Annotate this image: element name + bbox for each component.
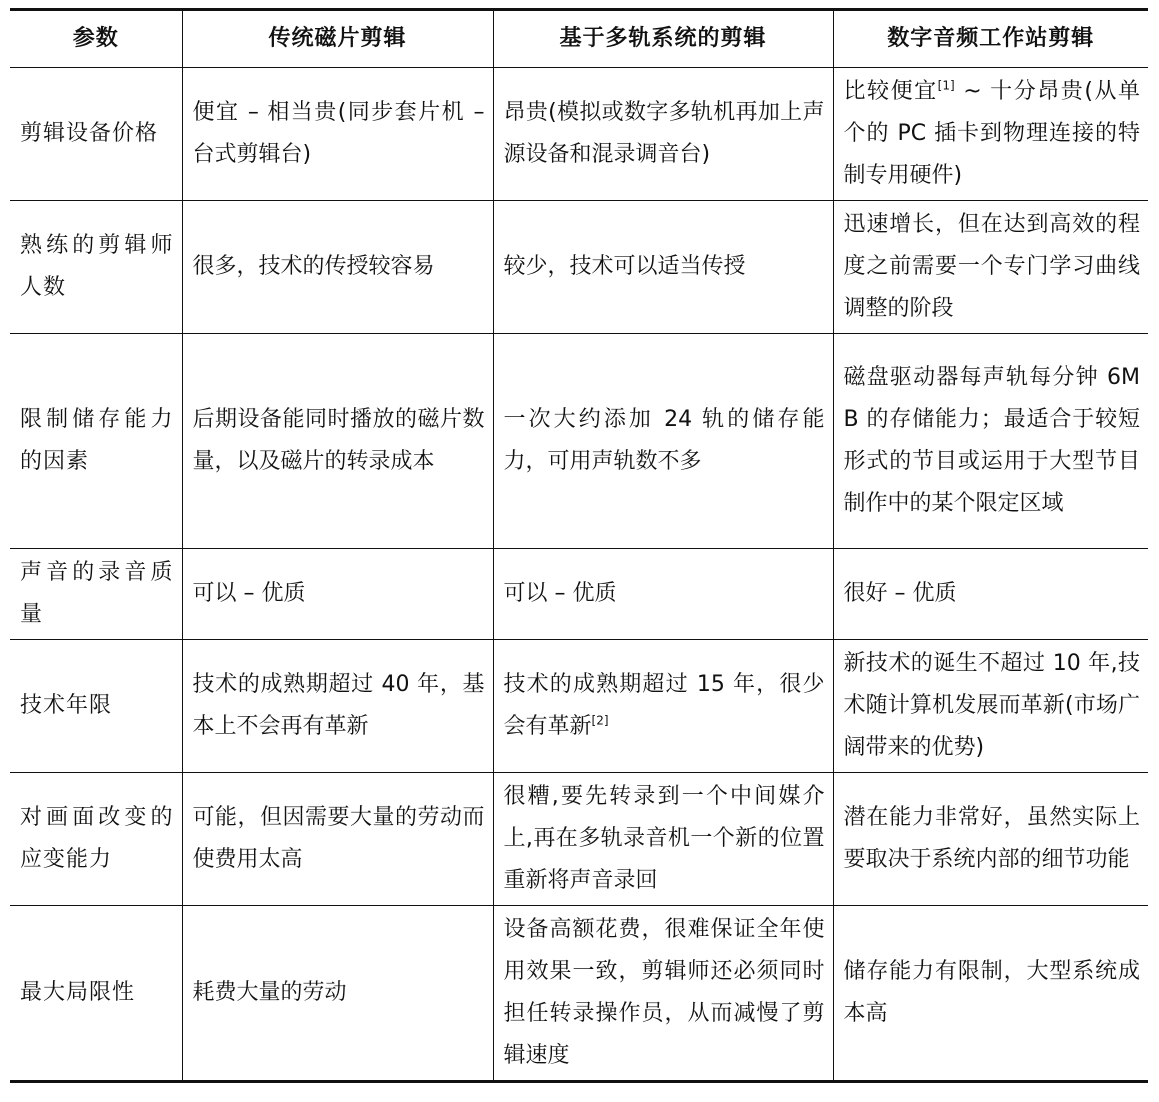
- table-row: [10, 201, 1148, 334]
- cell-daw: 新技术的诞生不超过 10 年,技术随计算机发展而革新(市场广阔带来的优势): [833, 640, 1148, 773]
- cell-daw: 迅速增长，但在达到高效的程度之前需要一个专门学习曲线调整的阶段: [833, 201, 1148, 334]
- table-row: [10, 68, 1148, 201]
- row-param: 限制储存能力的因素: [20, 407, 174, 474]
- cell-daw-text-cont: ~ 十分昂贵(从单个的 PC 插卡到物理连接的特制专用硬件): [843, 79, 1140, 188]
- footnote-ref: [1]: [937, 78, 955, 93]
- table-row: [10, 906, 1148, 1082]
- row-param: 技术年限: [20, 693, 113, 718]
- table-row: [10, 773, 1148, 906]
- row-param: 剪辑设备价格: [20, 121, 159, 146]
- comparison-table-wrapper: [10, 8, 1148, 1083]
- cell-daw: 潜在能力非常好，虽然实际上要取决于系统内部的细节功能: [833, 773, 1148, 906]
- cell-daw: 磁盘驱动器每声轨每分钟 6MB 的存储能力；最适合于较短形式的节目或运用于大型节目制作中的某个限定区域: [833, 334, 1148, 549]
- cell-multitrack-text: 技术的成熟期超过 15 年，很少会有革新: [503, 672, 825, 739]
- header-parameter: 参数: [72, 26, 119, 51]
- cell-multitrack: 一次大约添加 24 轨的储存能力，可用声轨数不多: [493, 334, 833, 549]
- cell-traditional: 可以 – 优质: [182, 549, 493, 640]
- header-multitrack-editing: 基于多轨系统的剪辑: [493, 10, 833, 68]
- cell-daw-text: 比较便宜: [843, 79, 938, 104]
- cell-traditional: 技术的成熟期超过 40 年，基本上不会再有革新: [182, 640, 493, 773]
- cell-traditional: 很多，技术的传授较容易: [182, 201, 493, 334]
- footnote-ref: [2]: [591, 713, 609, 728]
- table-row: [10, 334, 1148, 549]
- cell-multitrack: 很糟,要先转录到一个中间媒介上,再在多轨录音机一个新的位置重新将声音录回: [493, 773, 833, 906]
- cell-traditional: 可能，但因需要大量的劳动而使费用太高: [182, 773, 493, 906]
- table-header-row: [10, 10, 1148, 68]
- row-param: 对画面改变的应变能力: [20, 805, 174, 872]
- header-daw-editing: 数字音频工作站剪辑: [833, 10, 1148, 68]
- cell-multitrack: 设备高额花费，很难保证全年使用效果一致，剪辑师还必须同时担任转录操作员，从而减慢了剪辑速度: [493, 906, 833, 1082]
- row-param: 熟练的剪辑师人数: [20, 233, 174, 300]
- row-param: 最大局限性: [20, 980, 136, 1005]
- editing-comparison-table: [10, 8, 1148, 1083]
- cell-daw: 很好 – 优质: [833, 549, 1148, 640]
- cell-traditional: 后期设备能同时播放的磁片数量，以及磁片的转录成本: [182, 334, 493, 549]
- table-row: [10, 549, 1148, 640]
- cell-daw: 储存能力有限制，大型系统成本高: [833, 906, 1148, 1082]
- cell-multitrack: [493, 640, 833, 773]
- cell-traditional: 便宜 – 相当贵(同步套片机 – 台式剪辑台): [182, 68, 493, 201]
- row-param: 声音的录音质量: [20, 560, 174, 627]
- header-traditional-editing: 传统磁片剪辑: [182, 10, 493, 68]
- cell-daw: [833, 68, 1148, 201]
- table-row: [10, 640, 1148, 773]
- cell-multitrack: 较少，技术可以适当传授: [493, 201, 833, 334]
- cell-traditional: 耗费大量的劳动: [182, 906, 493, 1082]
- cell-multitrack: 可以 – 优质: [493, 549, 833, 640]
- cell-multitrack: 昂贵(模拟或数字多轨机再加上声源设备和混录调音台): [493, 68, 833, 201]
